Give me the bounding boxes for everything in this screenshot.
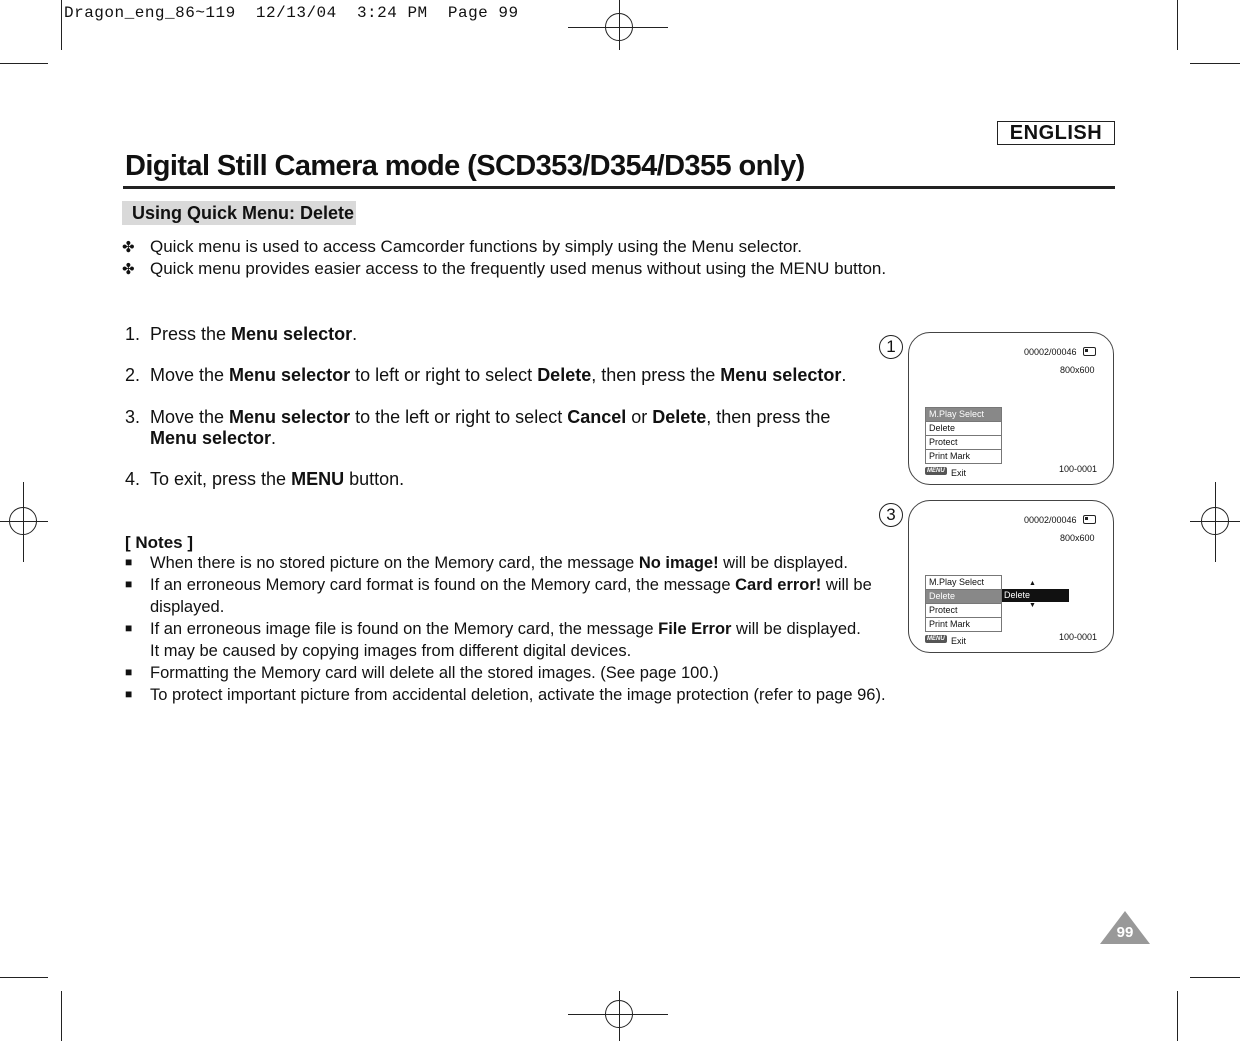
folder-number: 100-0001 [1059,632,1098,642]
registration-line [568,1014,668,1015]
square-bullet-icon: ■ [125,577,133,591]
menu-button-icon: MENU [927,636,945,642]
note-item: ■ When there is no stored picture on the Memory card, the message No image! will be displayed. [125,554,848,572]
step-4: 4. To exit, press the MENU button. [125,469,405,489]
cross-bullet-icon: ✤ [122,261,135,278]
page-number: 99 [1116,924,1134,941]
folder-number: 100-0001 [1059,464,1098,474]
note-item: ■ Formatting the Memory card will delete all the stored images. (See page 100.) [125,664,719,682]
note-continued: displayed. [150,598,225,616]
memory-card-icon [1083,515,1096,524]
print-slug: Dragon_eng_86~119 12/13/04 3:24 PM Page 99 [64,4,519,22]
note-item: ■ If an erroneous image file is found on the Memory card, the message File Error will be displayed. [125,620,861,638]
down-arrow-icon: ▼ [1029,602,1036,609]
intro-bullet: ✤ Quick menu is used to access Camcorder functions by simply using the Menu selector. [122,237,802,256]
crop-mark [1190,977,1240,978]
section-label: Using Quick Menu: Delete [122,201,356,225]
menu-item: M.Play Select [925,408,1002,422]
crop-mark [1177,991,1178,1041]
menu-item: M.Play Select [925,576,1002,590]
image-counter: 00002/00046 [1024,515,1096,525]
square-bullet-icon: ■ [125,665,133,679]
step-3-continued: Menu selector. [150,428,277,448]
registration-line [619,991,620,1041]
quick-menu [925,575,1002,632]
language-label: ENGLISH [997,121,1115,145]
memory-card-icon [1083,347,1096,356]
up-arrow-icon: ▲ [1029,580,1036,587]
notes-heading: [ Notes ] [125,533,193,552]
exit-label: Exit [951,636,967,646]
square-bullet-icon: ■ [125,555,133,569]
note-item: ■ If an erroneous Memory card format is found on the Memory card, the message Card error! will be [125,576,872,594]
resolution: 800x600 [1060,533,1095,543]
menu-item: Print Mark [925,618,1002,632]
screen-step-label: 1 [879,335,903,359]
step-2: 2. Move the Menu selector to left or right to select Delete, then press the Menu selector. [125,365,847,385]
square-bullet-icon: ■ [125,621,133,635]
crop-mark [0,977,48,978]
lcd-screen-1 [908,332,1114,485]
crop-mark [61,991,62,1041]
menu-button-icon: MENU [927,468,945,474]
crop-mark [1177,0,1178,50]
exit-label: Exit [951,468,967,478]
image-counter: 00002/00046 [1024,347,1096,357]
menu-item: Delete [925,422,1002,436]
square-bullet-icon: ■ [125,687,133,701]
submenu-option: Delete [1002,589,1069,602]
crop-mark [0,63,48,64]
title-divider [123,186,1115,189]
screen-step-label: 3 [879,503,903,527]
lcd-screen-3 [908,500,1114,653]
crop-mark [1190,63,1240,64]
registration-line [1215,482,1216,562]
note-continued: It may be caused by copying images from different digital devices. [150,642,632,660]
quick-menu [925,407,1002,464]
cross-bullet-icon: ✤ [122,239,135,256]
menu-item: Delete [925,590,1002,604]
crop-mark [61,0,62,50]
menu-item: Print Mark [925,450,1002,464]
registration-line [619,0,620,50]
menu-item: Protect [925,604,1002,618]
resolution: 800x600 [1060,365,1095,375]
registration-line [0,521,48,522]
page-title: Digital Still Camera mode (SCD353/D354/D355 only) [125,150,805,182]
note-item: ■ To protect important picture from accidental deletion, activate the image protection (refer to page 96). [125,686,886,704]
step-1: 1. Press the Menu selector. [125,324,358,344]
menu-item: Protect [925,436,1002,450]
registration-line [23,482,24,562]
intro-bullet: ✤ Quick menu provides easier access to the frequently used menus without using the MENU button. [122,259,887,278]
step-3: 3. Move the Menu selector to the left or right to select Cancel or Delete, then press the [125,407,831,427]
registration-line [568,27,668,28]
